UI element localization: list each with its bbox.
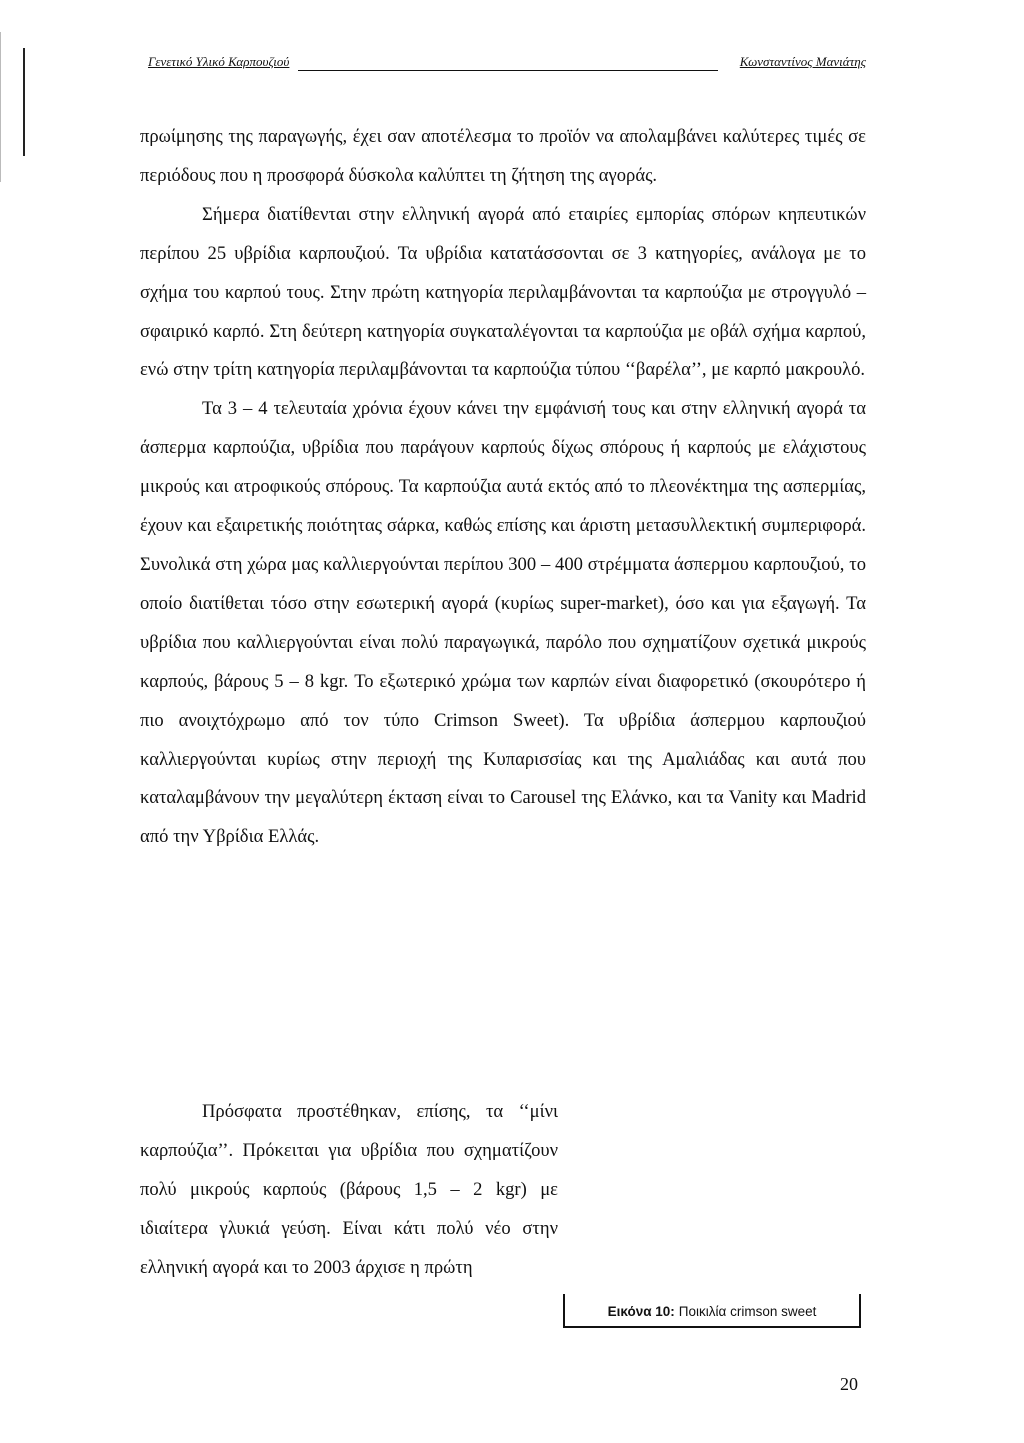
header-author: Κωνσταντίνος Μανιάτης — [739, 54, 866, 69]
wrapped-text-column — [140, 1093, 558, 1288]
header-title: Γενετικό Υλικό Καρπουζιού — [148, 54, 290, 69]
paragraph-4: Πρόσφατα προστέθηκαν, επίσης, τα ‘‘μίνι καρπούζια’’. Πρόκειται για υβρίδια που σχηματίζουν πολύ μικρούς καρπούς (βάρους 1,5 – 2 kgr) με ιδιαίτερα γλυκιά γεύση. Είναι κάτι πολύ νέο στην ελληνική αγορά και το 2003 άρχισε η πρώτη — [140, 1101, 558, 1278]
figure-label: Εικόνα 10: — [607, 1304, 675, 1319]
page-number: 20 — [840, 1374, 858, 1394]
paragraph-1: πρωίμησης της παραγωγής, έχει σαν αποτέλεσμα το προϊόν να απολαμβάνει καλύτερες τιμές σε περιόδους που η προσφορά δύσκολα καλύπτει τη ζήτηση της αγοράς. — [140, 126, 866, 186]
figure-caption: Ποικιλία crimson sweet — [678, 1304, 817, 1319]
body-text — [140, 118, 866, 857]
paragraph-3: Τα 3 – 4 τελευταία χρόνια έχουν κάνει την εμφάνισή τους και στην ελληνική αγορά τα άσπερμα καρπούζια, υβρίδια που παράγουν καρπούς δίχως σπόρους ή καρπούς με ελάχιστους μικρούς και ατροφικούς σπόρους. Τα καρπούζια αυτά εκτός από το πλεονέκτημα της ασπερμίας, έχουν και εξαιρετικής ποιότητας σάρκα, καθώς επίσης και άριστη μετασυλλεκτική συμπεριφορά. Συνολικά στη χώρα μας καλλιεργούνται περίπου 300 – 400 στρέμματα άσπερμου καρπουζιού, το οποίο διατίθεται τόσο στην εσωτερική αγορά (κυρίως super-market), όσο και για εξαγωγή. Τα υβρίδια που καλλιεργούνται είναι πολύ παραγωγικά, παρόλο που σχηματίζουν σχετικά μικρούς καρπούς, βάρους 5 – 8 kgr. Το εξωτερικό χρώμα των καρπών είναι διαφορετικό (σκουρότερο ή πιο ανοιχτόχρωμο από τον τύπο Crimson Sweet). Τα υβρίδια άσπερμου καρπουζιού καλλιεργούνται κυρίως στην περιοχή της Κυπαρισσίας και της Αμαλιάδας και αυτά που καταλαμβάνουν την μεγαλύτερη έκταση είναι το Carousel της Ελάνκο, και τα Vanity και Madrid από την Υβρίδια Ελλάς. — [140, 398, 866, 848]
running-header — [148, 54, 866, 76]
header-rule — [298, 70, 718, 71]
scan-binding-line — [23, 48, 25, 156]
figure-caption-box — [563, 1294, 861, 1328]
paragraph-2: Σήμερα διατίθενται στην ελληνική αγορά από εταιρίες εμπορίας σπόρων κηπευτικών περίπου 25 υβρίδια καρπουζιού. Τα υβρίδια κατατάσσονται σε 3 κατηγορίες, ανάλογα με το σχήμα του καρπού τους. Στην πρώτη κατηγορία περιλαμβάνονται τα καρπούζια με στρογγυλό – σφαιρικό καρπό. Στη δεύτερη κατηγορία συγκαταλέγονται τα καρπούζια με οβάλ σχήμα καρπού, ενώ στην τρίτη κατηγορία περιλαμβάνονται τα καρπούζια τύπου ‘‘βαρέλα’’, με καρπό μακρουλό. — [140, 203, 866, 381]
scan-edge-mark — [0, 32, 1, 182]
